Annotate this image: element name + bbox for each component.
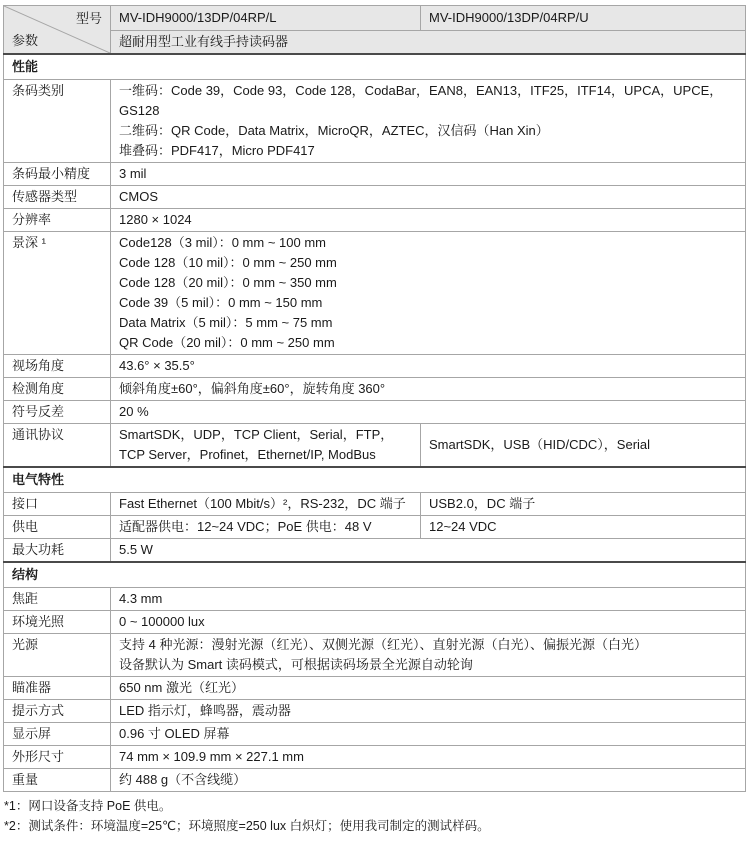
row-label: 条码最小精度	[4, 163, 111, 186]
section-title: 电气特性	[4, 467, 746, 493]
row-label: 视场角度	[4, 355, 111, 378]
value-line: 支持 4 种光源：漫射光源（红光）、双侧光源（红光）、直射光源（白光）、偏振光源（白光）	[119, 637, 647, 652]
table-row-barcode-types	[4, 80, 746, 163]
row-value: 约 488 g（不含线缆）	[111, 769, 746, 792]
footnote-1: *1：网口设备支持 PoE 供电。	[4, 799, 172, 813]
row-value: 74 mm × 109.9 mm × 227.1 mm	[111, 746, 746, 769]
row-label: 显示屏	[4, 723, 111, 746]
row-value: LED 指示灯，蜂鸣器，震动器	[111, 700, 746, 723]
table-row-protocols	[4, 424, 746, 468]
table-row-min-precision	[4, 163, 746, 186]
table-row-field-of-view	[4, 355, 746, 378]
corner-model-label: 型号	[75, 11, 102, 26]
table-row-ambient-light	[4, 611, 746, 634]
table-row-detection-angle	[4, 378, 746, 401]
row-value	[111, 634, 746, 677]
value-line: 一维码：Code 39，Code 93，Code 128，CodaBar，EAN8，EAN13，ITF25，ITF14，UPCA，UPCE，	[119, 83, 723, 98]
corner-param-label: 参数	[12, 33, 39, 48]
table-row-light-source	[4, 634, 746, 677]
row-value: 1280 × 1024	[111, 209, 746, 232]
row-label: 光源	[4, 634, 111, 677]
row-value-left	[111, 424, 421, 468]
row-value-left: 适配器供电：12~24 VDC；PoE 供电：48 V	[111, 516, 421, 539]
row-value-left: Fast Ethernet（100 Mbit/s）²，RS-232，DC 端子	[111, 493, 421, 516]
footnote-2: *2：测试条件：环境温度=25℃；环境照度=250 lux 白炽灯；使用我司制定的测试样码。	[4, 818, 490, 833]
row-label: 瞄准器	[4, 677, 111, 700]
value-line: QR Code（20 mil）：0 mm ~ 250 mm	[119, 335, 335, 350]
table-row-power-supply	[4, 516, 746, 539]
row-value: 650 nm 激光（红光）	[111, 677, 746, 700]
row-label: 接口	[4, 493, 111, 516]
row-label: 环境光照	[4, 611, 111, 634]
table-row-display	[4, 723, 746, 746]
series-description: 超耐用型工业有线手持读码器	[111, 31, 746, 55]
row-value-right: SmartSDK，USB（HID/CDC），Serial	[421, 424, 746, 468]
footnotes	[3, 792, 745, 836]
table-row-weight	[4, 769, 746, 792]
value-line: Code 39（5 mil）：0 mm ~ 150 mm	[119, 295, 323, 310]
row-label: 供电	[4, 516, 111, 539]
row-value: 4.3 mm	[111, 588, 746, 611]
value-line: GS128	[119, 103, 160, 118]
row-value-right: 12~24 VDC	[421, 516, 746, 539]
series-row	[4, 31, 746, 55]
section-electrical	[4, 467, 746, 493]
section-title: 结构	[4, 562, 746, 588]
row-label: 焦距	[4, 588, 111, 611]
value-line: Code 128（20 mil）：0 mm ~ 350 mm	[119, 275, 337, 290]
value-line: Code 128（10 mil）：0 mm ~ 250 mm	[119, 255, 337, 270]
row-label: 传感器类型	[4, 186, 111, 209]
row-value	[111, 232, 746, 355]
value-line: 设备默认为 Smart 读码模式，可根据读码场景全光源自动轮询	[119, 657, 473, 672]
table-row-resolution	[4, 209, 746, 232]
value-line: SmartSDK，UDP，TCP Client，Serial，FTP，	[119, 427, 394, 442]
table-row-dimensions	[4, 746, 746, 769]
row-value: 0.96 寸 OLED 屏幕	[111, 723, 746, 746]
corner-cell	[4, 6, 111, 55]
row-label: 分辨率	[4, 209, 111, 232]
value-line: Code128（3 mil）：0 mm ~ 100 mm	[119, 235, 326, 250]
table-row-interface	[4, 493, 746, 516]
model-row	[4, 6, 746, 31]
spec-table	[3, 5, 746, 792]
row-label: 符号反差	[4, 401, 111, 424]
row-value: 43.6° × 35.5°	[111, 355, 746, 378]
row-value-right: USB2.0，DC 端子	[421, 493, 746, 516]
row-label: 外形尺寸	[4, 746, 111, 769]
value-line: Data Matrix（5 mil）：5 mm ~ 75 mm	[119, 315, 333, 330]
row-label: 条码类别	[4, 80, 111, 163]
row-value: CMOS	[111, 186, 746, 209]
row-value: 20 %	[111, 401, 746, 424]
row-label: 通讯协议	[4, 424, 111, 468]
row-label: 景深 ¹	[4, 232, 111, 355]
row-value: 倾斜角度±60°，偏斜角度±60°，旋转角度 360°	[111, 378, 746, 401]
row-value: 5.5 W	[111, 539, 746, 563]
table-row-depth-of-field	[4, 232, 746, 355]
table-row-sensor-type	[4, 186, 746, 209]
row-value: 3 mil	[111, 163, 746, 186]
row-label: 检测角度	[4, 378, 111, 401]
section-performance	[4, 54, 746, 80]
model-name-right: MV-IDH9000/13DP/04RP/U	[421, 6, 746, 31]
row-value: 0 ~ 100000 lux	[111, 611, 746, 634]
value-line: TCP Server，Profinet，Ethernet/IP, ModBus	[119, 447, 376, 462]
row-label: 重量	[4, 769, 111, 792]
table-row-max-power	[4, 539, 746, 563]
section-structure	[4, 562, 746, 588]
row-label: 最大功耗	[4, 539, 111, 563]
value-line: 堆叠码：PDF417，Micro PDF417	[119, 143, 315, 158]
row-label: 提示方式	[4, 700, 111, 723]
model-name-left: MV-IDH9000/13DP/04RP/L	[111, 6, 421, 31]
section-title: 性能	[4, 54, 746, 80]
table-row-focal-length	[4, 588, 746, 611]
value-line: 二维码：QR Code，Data Matrix，MicroQR，AZTEC，汉信码（Han Xin）	[119, 123, 549, 138]
table-row-aimer	[4, 677, 746, 700]
row-value	[111, 80, 746, 163]
table-row-indicators	[4, 700, 746, 723]
table-row-symbol-contrast	[4, 401, 746, 424]
